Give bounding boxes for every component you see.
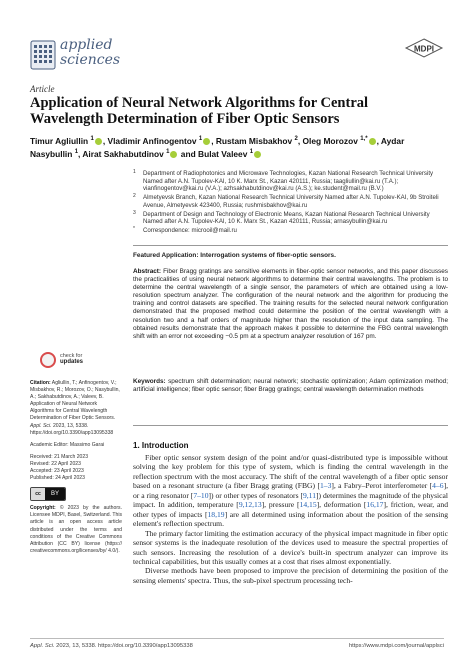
page-footer — [30, 643, 444, 649]
orcid-icon[interactable] — [254, 151, 261, 158]
author-affiliation-sup: 1,* — [360, 136, 368, 142]
citation-link[interactable]: 9,11 — [302, 490, 316, 500]
footer-citation — [30, 643, 193, 649]
journal-header — [30, 36, 444, 76]
check-updates-line1: check for — [60, 353, 83, 359]
cc-by-license-badge[interactable] — [30, 487, 66, 501]
orcid-icon[interactable] — [170, 151, 177, 158]
section-title: 1. Introduction — [133, 441, 189, 450]
dates — [30, 454, 122, 482]
by-icon: BY — [45, 488, 65, 500]
copyright-label: Copyright: — [30, 505, 56, 512]
journal-name-line1: applied — [60, 37, 113, 53]
copyright — [30, 505, 122, 555]
affiliation-text: Department of Radiophotonics and Microwave Technologies, Kazan National Research Technical University Named after A.N. Tupolev-KAI, 10 K. Marx St., Kazan 420111, Russia; taagliullin@kai.ru (T.A.); vianfinogentov@kai.ru (V.A.); azhsakhabutdinov@kai.ru (A.S.); ke.student@mail.ru (B.V.) — [143, 170, 434, 193]
journal-name — [60, 38, 120, 68]
keywords — [133, 378, 448, 394]
author-affiliation-sup: 1 — [90, 136, 94, 142]
keywords-label: Keywords: — [133, 378, 166, 385]
mdpi-logo-icon — [404, 38, 444, 62]
date-published: Published: 24 April 2023 — [30, 475, 85, 482]
academic-editor: Academic Editor: Massimo Garai — [30, 441, 105, 448]
affiliation-text: Correspondence: microoil@mail.ru — [143, 226, 237, 234]
article-type: Article — [30, 84, 55, 94]
affiliation-text: Almetyevsk Branch, Kazan National Research Technical University Named after A.N. Tupolev-KAI, 9b Stroiteli Avenue, Almetyevsk 423400, Russia; rushmisbakhov@kai.ru — [143, 194, 439, 209]
author-affiliation-sup: 1 — [249, 149, 254, 156]
divider — [133, 245, 448, 246]
affiliations — [133, 170, 448, 236]
citation-link[interactable]: 16,17 — [366, 500, 384, 510]
affiliation-number: 2 — [133, 193, 136, 200]
date-accepted: Accepted: 23 April 2023 — [30, 468, 84, 475]
citation-doi-link[interactable]: 2023, 13, 5338. https://doi.org/10.3390/app13095338 — [30, 422, 114, 436]
citation-link[interactable]: 1–3 — [319, 481, 332, 491]
citation-link[interactable]: 7–10 — [193, 490, 209, 500]
citation-journal: Appl. Sci. — [30, 422, 52, 429]
affiliation-number: 1 — [133, 169, 136, 175]
author-name[interactable]: Rustam Misbakhov $^2$ — [215, 135, 298, 146]
author-name[interactable]: Airat Sakhabutdinov $^1$ — [82, 149, 178, 159]
date-revised: Revised: 22 April 2023 — [30, 460, 81, 467]
author-affiliation-sup: 1 — [74, 149, 79, 156]
check-updates-line2: updates — [60, 359, 84, 365]
affiliation-number: 3 — [133, 209, 136, 216]
check-for-updates-button[interactable] — [40, 350, 122, 372]
footer-journal-link[interactable]: https://www.mdpi.com/journal/applsci — [348, 643, 444, 649]
journal-name-line2: sciences — [60, 52, 121, 68]
author-list: Timur Agliullin $^1$ , Vladimir Anfinogentov $^1$ , Rustam Misbakhov $^2$, Oleg Morozov $^{1,*}$ , Aydar Nasybullin $^1$, Airat Sakhabutdinov $^1$ and Bulat Valeev $^1$ — [30, 135, 405, 160]
citation-label: Citation: — [30, 380, 51, 386]
author-affiliation-sup: 2 — [294, 136, 298, 142]
abstract — [133, 268, 448, 341]
author-name[interactable]: Bulat Valeev $^1$ — [198, 149, 262, 159]
citation-link[interactable]: 4–6 — [432, 481, 444, 491]
paper-title: Application of Neural Network Algorithms for Central Wavelength Determination of Fiber Optic Sensors — [30, 95, 369, 127]
keywords-text: spectrum shift determination; neural network; stochastic optimization; Adam optimization method; artificial intelligence; fiber optic sensor; fiber Bragg gratings; central wavelength determination methods — [133, 378, 449, 394]
journal-logo-icon — [30, 40, 56, 70]
cc-icon: cc — [31, 488, 45, 500]
orcid-icon[interactable] — [95, 138, 102, 145]
abstract-text: Fiber Bragg gratings are sensitive elements in fiber-optic sensor networks, and this paper discusses the practicalities of using neural network algorithms to determine their central wavelengths. The problem is to determine the central wavelength of a single sensor, the parameters of which are obtained using a low-resolution spectrum analyzer. The configuration of the neural network and the algorithm for producing the training and control datasets are specified. The training results for the selected neural network configuration demonstrated that the proposed method could determine the position of the central wavelength with a resolution two and a half orders of magnitude higher than the resolution of the input data sampling. The obtained results demonstrate that the approach makes it possible to determine the FBG central wavelength shift with an error not exceeding −0.5 pm at a spectrum analyzer resolution of 167 pm. — [133, 268, 448, 340]
author-name[interactable]: Aydar Nasybullin $^1$ — [30, 135, 405, 160]
footer-rule — [30, 638, 444, 639]
copyright-text: © 2023 by the authors. Licensee MDPI, Basel, Switzerland. This article is an open access article distributed under the terms and conditions of the Creative Commons Attribution (CC BY) license (https:// creativecommons.org/licenses/by/ 4.0/). — [30, 505, 122, 554]
citation-text: Agliullin, T.; Anfinogentov, V.; Misbakhov, R.; Morozov, O.; Nasybullin, A.; Sakhabutdinov, A.; Valeev, B. Application of Neural Network Algorithms for Central Wavelength Determination of Fiber Optic Sensors. — [30, 380, 120, 422]
divider — [133, 425, 448, 426]
author-name[interactable]: Oleg Morozov $^{1,*}$ — [303, 136, 377, 146]
introduction-paragraph-1: Fiber optic sensor system design of the point and/or quasi-distributed type is impossible without solving the key problem for this type of system, which is finding the central wavelength in the reflection spectrum with the most accuracy. The shift of the central wavelength of a fiber optic sensor based on a resonant structure (a fiber Bragg grating (FBG) [1–3], a Fabry–Perot interferometer [4–6], or a ring resonator [7–10]) or other types of resonators [9,11]) determines the magnitude of the physical impact. In addition, temperature [9,12,13], pressure [14,15], deformation [16,17], friction, wear, and other types of impacts [18,19] are all determined using information about the position of the sensing element's reflection spectrum. — [133, 453, 449, 529]
check-updates-icon — [40, 352, 56, 368]
author-affiliation-sup: 1 — [166, 149, 170, 156]
affiliation-number: * — [133, 225, 135, 232]
citation-link[interactable]: 9,12,13 — [238, 500, 262, 510]
check-updates-label — [60, 353, 83, 365]
abstract-label: Abstract: — [133, 268, 162, 275]
footer-doi-link[interactable]: 2023, 13, 5338. https://doi.org/10.3390/app13095338 — [56, 643, 193, 649]
introduction-paragraph-2: The primary factor limiting the estimation accuracy of the physical impact magnitude in fiber optic sensor systems is the inadequate resolution of the devices used to measure the spectral properties of such sensors. Increasing the resolution of a device's built-in spectrum analyzer can improve its technical capabilities, but this usually comes at a cost that rises almost exponentially. — [133, 528, 448, 566]
featured-application: Featured Application: Interrogation systems of fiber-optic sensors. — [133, 252, 336, 259]
citation-link[interactable]: 18,19 — [207, 509, 225, 519]
orcid-icon[interactable] — [203, 138, 210, 145]
affiliation-item — [133, 170, 448, 193]
article-sidebar — [30, 350, 122, 555]
affiliation-item — [133, 194, 448, 209]
author-name[interactable]: Vladimir Anfinogentov $^1$ — [108, 136, 212, 146]
date-received: Received: 21 March 2023 — [30, 453, 89, 460]
introduction-body — [133, 453, 448, 585]
mdpi-logo-text: MDPI — [414, 44, 434, 54]
footer-journal: Appl. Sci. — [30, 643, 55, 649]
affiliation-text: Department of Design and Technology of Electronic Means, Kazan National Research Technical University Named after A.N. Tupolev-KAI, 10 K. Marx St., Kazan 420111, Russia; arnasybullin@kai.ru — [143, 210, 430, 226]
citation — [30, 380, 122, 437]
author-affiliation-sup: 1 — [198, 136, 203, 142]
affiliation-item — [133, 227, 448, 235]
introduction-paragraph-3: Diverse methods have been proposed to improve the precision of determining the position of the sensing elements' spectra. Thus, the sub-pixel spectrum processing tech- — [133, 566, 448, 585]
citation-link[interactable]: 14,15 — [299, 500, 317, 510]
orcid-icon[interactable] — [369, 138, 376, 145]
affiliation-item — [133, 211, 448, 226]
author-name[interactable]: Timur Agliullin $^1$ — [30, 136, 103, 146]
